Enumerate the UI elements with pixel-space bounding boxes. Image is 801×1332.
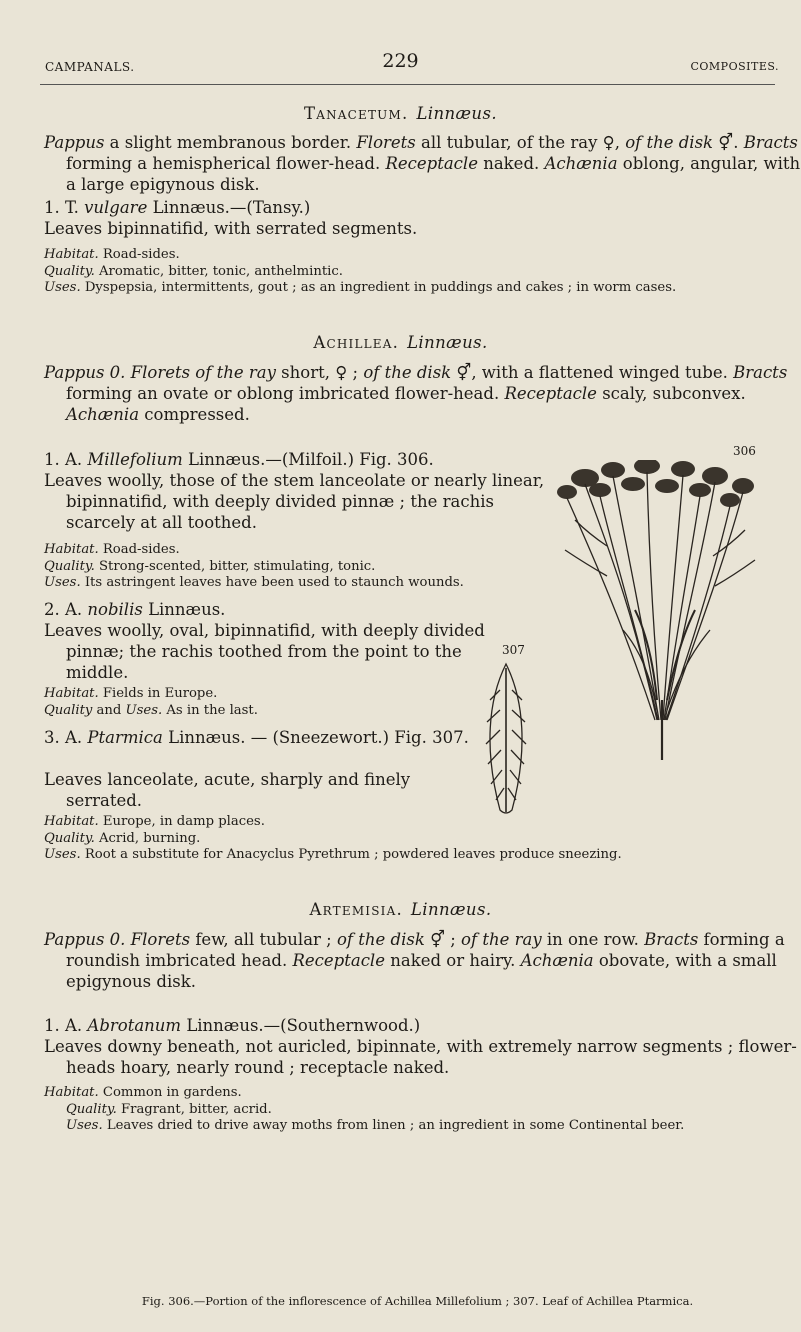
running-head-right: COMPOSITES.: [690, 60, 779, 73]
achillea-species-1: 1. A. Millefolium Linnæus.—(Milfoil.) Fig. 306.: [44, 450, 434, 469]
achillea-description: Pappus 0. Florets of the ray short, ♀ ; of the disk ⚥, with a flattened winged tube. Bracts forming an ovate or oblong imbricated flower-head. Receptacle scaly, subconvex. Achænia compressed.: [44, 363, 788, 424]
species-name: Abrotanum: [87, 1016, 182, 1035]
desc-label: Receptacle: [385, 154, 478, 173]
genus-authority: Linnæus.: [410, 900, 492, 919]
figure-306-inflorescence-illustration: [545, 460, 785, 760]
desc-label: Achænia: [544, 154, 618, 173]
figure-306-label: 306: [733, 444, 756, 458]
desc-text: all tubular, of the ray ♀,: [415, 133, 626, 152]
achillea-sp2-notes: Habitat. Fields in Europe. Quality and Uses. As in the last.: [44, 686, 258, 718]
desc-label: of the disk: [625, 133, 714, 152]
tanacetum-description: [44, 132, 801, 195]
species-name: nobilis: [87, 600, 143, 619]
genus-heading-artemisia: [0, 900, 801, 919]
achillea-species-2: 2. A. nobilis Linnæus.: [44, 600, 226, 619]
tanacetum-leaves: Leaves bipinnatifid, with serrated segments.: [44, 219, 418, 238]
artemisia-species-1: 1. A. Abrotanum Linnæus.—(Southernwood.): [44, 1016, 421, 1035]
artemisia-description: Pappus 0. Florets few, all tubular ; of the disk ⚥ ; of the ray in one row. Bracts forming a roundish imbricated head. Receptacle naked or hairy. Achænia obovate, with a small epigynous disk.: [44, 930, 785, 991]
figure-307-leaf-illustration: [478, 660, 536, 820]
desc-text: a slight membranous border.: [104, 133, 357, 152]
desc-text: naked.: [477, 154, 545, 173]
desc-label: Florets: [356, 133, 416, 152]
genus-authority: Linnæus.: [416, 104, 497, 123]
page-number: 229: [382, 50, 419, 72]
desc-label: Pappus: [44, 133, 105, 152]
figure-307-label: 307: [502, 643, 525, 657]
desc-text: ⚥.: [713, 133, 744, 152]
species-name: Millefolium: [87, 450, 183, 469]
achillea-sp3-leaves: Leaves lanceolate, acute, sharply and finely serrated.: [44, 770, 411, 810]
tanacetum-species-1: 1. T. vulgare Linnæus.—(Tansy.): [44, 198, 311, 217]
achillea-sp1-notes: Habitat. Road-sides. Quality. Strong-scented, bitter, stimulating, tonic. Uses. Its astringent leaves have been used to staunch wounds.: [44, 542, 464, 590]
genus-name: Artemisia.: [309, 900, 403, 919]
desc-label: Bracts: [743, 133, 798, 152]
genus-name: Tanacetum.: [304, 104, 409, 123]
achillea-sp2-leaves: Leaves woolly, oval, bipinnatifid, with deeply divided pinnæ; the rachis toothed from the point to the middle.: [44, 621, 485, 682]
species-name: vulgare: [84, 198, 148, 217]
achillea-sp1-leaves: Leaves woolly, those of the stem lanceolate or nearly linear, bipinnatifid, with deeply divided pinnæ ; the rachis scarcely at all toothed.: [44, 471, 545, 532]
desc-text: forming a hemispherical flower-head.: [66, 154, 386, 173]
artemisia-sp1-leaves: Leaves downy beneath, not auricled, bipinnate, with extremely narrow segments ; flower-heads hoary, nearly round ; receptacle naked.: [44, 1037, 797, 1077]
figure-caption: Fig. 306.—Portion of the inflorescence of Achillea Millefolium ; 307. Leaf of Achillea Ptarmica.: [141, 1294, 694, 1308]
artemisia-sp1-notes: Habitat. Common in gardens. Quality. Fragrant, bitter, acrid. Uses. Leaves dried to drive away moths from linen ; an ingredient in some Continental beer.: [44, 1085, 685, 1133]
achillea-species-3: 3. A. Ptarmica Linnæus. — (Sneezewort.) Fig. 307.: [44, 728, 469, 747]
genus-authority: Linnæus.: [407, 333, 488, 352]
running-head-left: CAMPANALS.: [45, 60, 135, 74]
tanacetum-notes: Habitat. Road-sides. Quality. Aromatic, bitter, tonic, anthelmintic. Uses. Dyspepsia, intermittents, gout ; as an ingredient in puddings and cakes ; in worm cases.: [44, 247, 677, 295]
genus-heading-achillea: [0, 333, 801, 352]
header-rule: [40, 84, 775, 85]
genus-heading-tanacetum: [0, 104, 801, 123]
achillea-sp3-notes: Habitat. Europe, in damp places. Quality. Acrid, burning. Uses. Root a substitute for Anacyclus Pyrethrum ; powdered leaves produce sneezing.: [44, 814, 622, 862]
species-name: Ptarmica: [87, 728, 163, 747]
genus-name: Achillea.: [313, 333, 400, 352]
desc-text: oblong, angular, with a large epigynous disk.: [66, 154, 801, 194]
